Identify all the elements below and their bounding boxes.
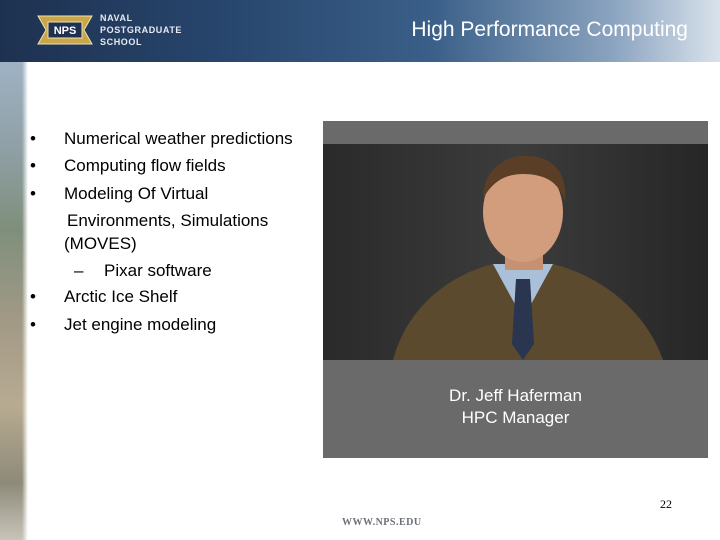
school-name-line: NAVAL [100,13,133,23]
bullet-icon: • [30,156,36,175]
bullet-icon: • [30,315,36,334]
page-number: 22 [660,497,672,511]
list-item-text: Modeling Of Virtual [64,184,209,203]
list-item-text: Computing flow fields [64,156,226,175]
presenter-video-image [323,144,708,360]
list-item-continuation: (MOVES) [64,234,137,253]
video-caption [323,385,708,429]
list-item-continuation: Environments, Simulations [67,211,269,230]
list-item-text: Jet engine modeling [64,315,217,334]
school-name-line: POSTGRADUATE [100,25,183,35]
school-name-line: SCHOOL [100,37,143,47]
school-name [100,12,182,48]
video-frame[interactable] [323,144,708,360]
footer-url: WWW.NPS.EDU [342,517,422,528]
list-item-text: Numerical weather predictions [64,129,293,148]
logo-text: NPS [53,25,77,37]
bullet-icon: • [30,184,36,203]
slide-title: High Performance Computing [411,18,688,41]
campus-photo-strip [0,62,28,540]
slide-header [0,0,720,62]
bullet-icon: • [30,129,36,148]
caption-role: HPC Manager [461,408,570,427]
caption-name: Dr. Jeff Haferman [449,386,582,405]
video-panel [323,121,708,458]
sub-dash: – [74,261,84,280]
bullet-icon: • [30,287,36,306]
nps-logo-icon [34,10,96,50]
list-item-text: Arctic Ice Shelf [64,287,178,306]
sub-list-item-text: Pixar software [104,261,212,280]
